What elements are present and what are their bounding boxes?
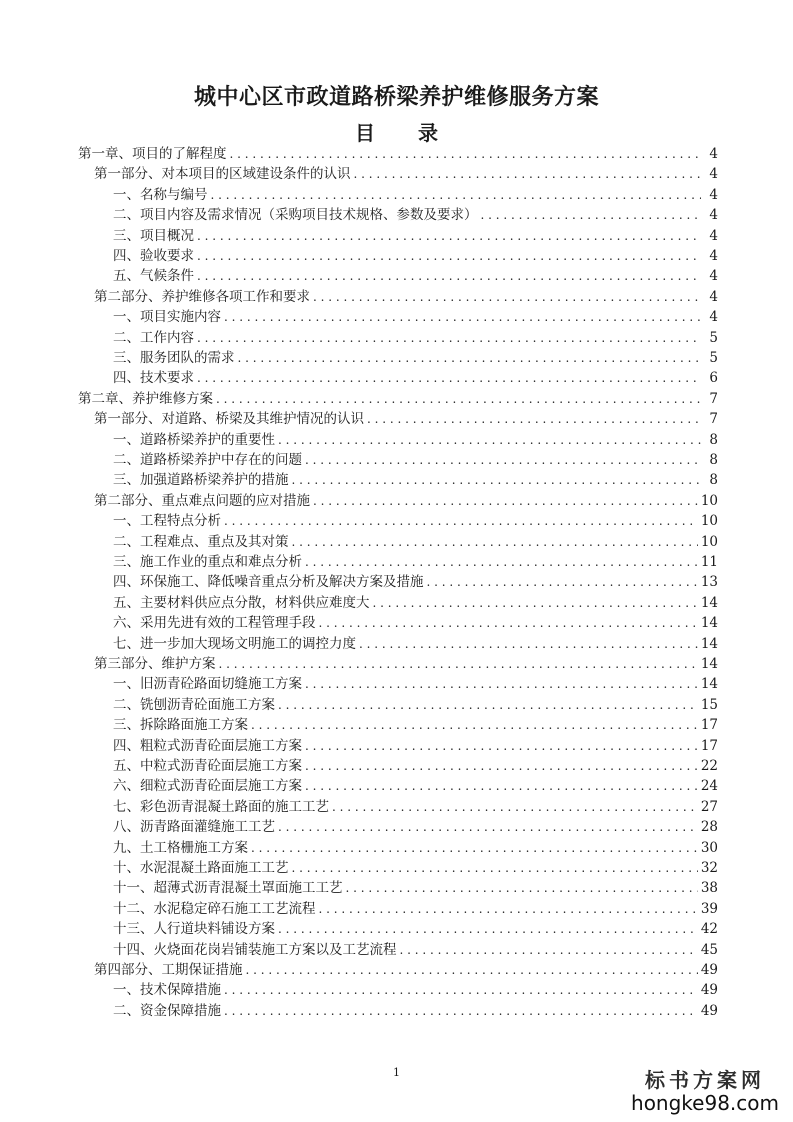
toc-entry-title: 十三、人行道块料铺设方案: [113, 921, 275, 938]
toc-entry-title: 五、气候条件: [113, 268, 194, 285]
toc-entry[interactable]: [0, 450, 718, 470]
toc-dot-leader: [313, 491, 698, 511]
toc-entry-title: 九、土工格栅施工方案: [113, 839, 248, 856]
toc-entry-title: 一、项目实施内容: [113, 309, 221, 326]
toc-dot-leader: [197, 226, 701, 246]
toc-entry-page: 4: [709, 248, 718, 264]
toc-entry-title: 十、水泥混凝土路面施工工艺: [113, 860, 289, 876]
toc-entry-page: 27: [700, 798, 718, 815]
toc-entry-page: 11: [700, 554, 718, 570]
toc-entry-title: 一、旧沥青砼路面切缝施工方案: [113, 676, 302, 693]
toc-entry-page: 13: [700, 574, 718, 591]
toc-entry-page: 8: [709, 452, 718, 468]
toc-entry[interactable]: [0, 348, 718, 368]
toc-entry[interactable]: [0, 164, 718, 184]
toc-entry-title: 三、施工作业的重点和难点分析: [113, 554, 302, 570]
toc-entry[interactable]: [0, 797, 718, 817]
toc-dot-leader: [224, 1001, 698, 1021]
toc-entry-page: 45: [700, 941, 718, 958]
toc-entry-title: 一、名称与编号: [113, 186, 208, 203]
toc-entry[interactable]: [0, 226, 718, 246]
toc-entry[interactable]: [0, 1001, 718, 1021]
toc-entry-title: 第二部分、养护维修各项工作和要求: [94, 288, 310, 305]
toc-entry-page: 5: [709, 350, 718, 366]
toc-entry-page: 14: [700, 656, 718, 672]
toc-entry-page: 39: [700, 900, 718, 917]
toc-dot-leader: [305, 674, 698, 694]
toc-entry-page: 4: [709, 309, 718, 326]
toc-entry-page: 17: [700, 717, 718, 734]
toc-dot-leader: [197, 368, 701, 388]
toc-dot-leader: [251, 838, 698, 858]
toc-entry-page: 4: [709, 288, 718, 305]
toc-dot-leader: [197, 246, 701, 266]
toc-dot-leader: [305, 756, 698, 776]
toc-dot-leader: [400, 940, 698, 960]
toc-dot-leader: [313, 287, 701, 307]
toc-entry[interactable]: [0, 756, 718, 776]
toc-entry-page: 4: [709, 227, 718, 244]
toc-entry[interactable]: [0, 287, 718, 307]
toc-dot-leader: [354, 164, 702, 184]
toc-entry[interactable]: [0, 389, 718, 409]
toc-entry-title: 三、服务团队的需求: [113, 350, 235, 366]
toc-entry[interactable]: [0, 266, 718, 286]
toc-dot-leader: [224, 307, 701, 327]
toc-entry-title: 十四、火烧面花岗岩铺装施工方案以及工艺流程: [113, 941, 397, 958]
toc-entry-page: 49: [700, 1002, 718, 1019]
toc-dot-leader: [224, 511, 698, 531]
toc-dot-leader: [346, 878, 698, 898]
toc-entry-title: 十二、水泥稳定碎石施工工艺流程: [113, 900, 316, 917]
toc-entry-page: 14: [700, 594, 718, 611]
toc-dot-leader: [216, 389, 701, 409]
toc-entry-page: 15: [700, 696, 718, 713]
toc-entry-page: 42: [700, 921, 718, 938]
toc-dot-leader: [224, 980, 698, 1000]
toc-dot-leader: [481, 205, 702, 225]
toc-entry-title: 第四部分、工期保证措施: [94, 962, 243, 978]
toc-entry-title: 二、工作内容: [113, 329, 194, 346]
toc-entry-page: 4: [709, 268, 718, 285]
toc-entry-page: 8: [709, 472, 718, 489]
toc-entry-title: 四、技术要求: [113, 370, 194, 387]
toc-entry[interactable]: [0, 634, 718, 654]
toc-dot-leader: [278, 817, 698, 837]
toc-entry-page: 4: [709, 207, 718, 224]
document-title: 城中心区市政道路桥梁养护维修服务方案: [193, 85, 599, 110]
toc-entry[interactable]: [0, 695, 718, 715]
toc-dot-leader: [278, 430, 701, 450]
toc-entry-title: 第二部分、重点难点问题的应对措施: [94, 492, 310, 509]
toc-entry[interactable]: [0, 736, 718, 756]
toc-entry-page: 14: [700, 635, 718, 652]
toc-entry[interactable]: [0, 838, 718, 858]
toc-entry[interactable]: [0, 613, 718, 633]
toc-entry-page: 10: [700, 533, 718, 550]
toc-entry-page: 22: [700, 758, 718, 774]
toc-dot-leader: [246, 960, 698, 980]
watermark-url: hongke98.com: [631, 1091, 779, 1115]
toc-dot-leader: [197, 266, 701, 286]
toc-entry[interactable]: [0, 532, 718, 552]
toc-entry[interactable]: [0, 572, 718, 592]
toc-entry-title: 四、验收要求: [113, 248, 194, 264]
toc-entry-page: 30: [700, 839, 718, 856]
toc-dot-leader: [305, 776, 698, 796]
toc-entry-title: 二、道路桥梁养护中存在的问题: [113, 452, 302, 468]
toc-entry-title: 五、主要材料供应点分散，材料供应难度大: [113, 594, 370, 611]
toc-entry[interactable]: [0, 246, 718, 266]
toc-dot-leader: [197, 328, 701, 348]
toc-entry-title: 七、彩色沥青混凝土路面的施工工艺: [113, 798, 329, 815]
toc-dot-leader: [319, 899, 698, 919]
toc-entry-title: 八、沥青路面灌缝施工工艺: [113, 819, 275, 836]
toc-entry-page: 49: [700, 982, 718, 999]
toc-entry-title: 第一章、项目的了解程度: [78, 146, 227, 162]
toc-entry[interactable]: [0, 654, 718, 674]
toc-entry-title: 第三部分、维护方案: [94, 656, 216, 672]
toc-entry-title: 三、项目概况: [113, 227, 194, 244]
toc-entry[interactable]: [0, 552, 718, 572]
toc-entry-page: 4: [709, 186, 718, 203]
toc-dot-leader: [305, 450, 701, 470]
toc-entry[interactable]: [0, 817, 718, 837]
toc-entry-title: 二、项目内容及需求情况（采购项目技术规格、参数及要求）: [113, 207, 478, 224]
toc-dot-leader: [211, 185, 702, 205]
watermark-logo: [631, 1064, 779, 1115]
toc-entry[interactable]: [0, 205, 718, 225]
toc-dot-leader: [292, 858, 698, 878]
toc-entry[interactable]: [0, 430, 718, 450]
toc-dot-leader: [230, 144, 702, 164]
toc-dot-leader: [373, 593, 698, 613]
toc-entry-title: 二、铣刨沥青砼面施工方案: [113, 696, 275, 713]
toc-entry-page: 32: [700, 860, 718, 876]
toc-entry-title: 十一、超薄式沥青混凝土罩面施工工艺: [113, 880, 343, 897]
toc-dot-leader: [251, 715, 698, 735]
toc-entry[interactable]: [0, 919, 718, 939]
toc-entry[interactable]: [0, 776, 718, 796]
toc-entry[interactable]: [0, 715, 718, 735]
toc-entry-page: 8: [709, 431, 718, 448]
watermark-name: 标书方案网: [645, 1068, 765, 1092]
toc-entry-page: 24: [700, 778, 718, 795]
toc-entry-title: 一、技术保障措施: [113, 982, 221, 999]
toc-entry-page: 14: [700, 615, 718, 632]
toc-entry-page: 6: [709, 370, 718, 387]
toc-entry-title: 第一部分、对本项目的区域建设条件的认识: [94, 166, 351, 183]
toc-entry[interactable]: [0, 491, 718, 511]
toc-dot-leader: [367, 409, 701, 429]
toc-entry[interactable]: [0, 328, 718, 348]
toc-entry-page: 4: [709, 166, 718, 183]
toc-entry[interactable]: [0, 858, 718, 878]
toc-dot-leader: [238, 348, 702, 368]
toc-entry[interactable]: [0, 409, 718, 429]
toc-entry-page: 5: [709, 329, 718, 346]
toc-entry-title: 第二章、养护维修方案: [78, 390, 213, 407]
toc-entry-title: 二、资金保障措施: [113, 1002, 221, 1019]
toc-entry-page: 10: [700, 513, 718, 530]
toc-entry[interactable]: [0, 307, 718, 327]
toc-dot-leader: [292, 532, 698, 552]
toc-entry[interactable]: [0, 980, 718, 1000]
toc-dot-leader: [219, 654, 698, 674]
toc-entry-title: 一、工程特点分析: [113, 513, 221, 530]
toc-entry-title: 七、进一步加大现场文明施工的调控力度: [113, 635, 356, 652]
toc-dot-leader: [332, 797, 698, 817]
toc-entry-page: 49: [700, 962, 718, 978]
toc-dot-leader: [319, 613, 698, 633]
toc-entry-page: 7: [709, 390, 718, 407]
page-number: 1: [393, 1066, 400, 1079]
toc-entry-title: 二、工程难点、重点及其对策: [113, 533, 289, 550]
toc-entry-title: 一、道路桥梁养护的重要性: [113, 431, 275, 448]
toc-entry[interactable]: [0, 940, 718, 960]
toc-dot-leader: [427, 572, 698, 592]
toc-entry[interactable]: [0, 185, 718, 205]
toc-entry-page: 28: [700, 819, 718, 836]
toc-entry-title: 第一部分、对道路、桥梁及其维护情况的认识: [94, 411, 364, 428]
toc-entry[interactable]: [0, 878, 718, 898]
toc-entry-page: 14: [700, 676, 718, 693]
toc-entry-title: 五、中粒式沥青砼面层施工方案: [113, 758, 302, 774]
toc-entry[interactable]: [0, 511, 718, 531]
toc-entry-title: 六、细粒式沥青砼面层施工方案: [113, 778, 302, 795]
toc-entry[interactable]: [0, 144, 718, 164]
toc-entry-title: 三、加强道路桥梁养护的措施: [113, 472, 289, 489]
toc-entry-page: 38: [700, 880, 718, 897]
toc-heading: 目 录: [355, 121, 456, 145]
toc-dot-leader: [292, 470, 702, 490]
toc-entry-page: 10: [700, 492, 718, 509]
toc-entry-title: 六、采用先进有效的工程管理手段: [113, 615, 316, 632]
toc-entry[interactable]: [0, 470, 718, 490]
toc-entry-page: 4: [709, 146, 718, 162]
toc-dot-leader: [278, 919, 698, 939]
toc-entry-title: 四、环保施工、降低噪音重点分析及解决方案及措施: [113, 574, 424, 591]
toc-dot-leader: [359, 634, 698, 654]
toc-dot-leader: [278, 695, 698, 715]
toc-dot-leader: [305, 552, 698, 572]
toc-entry[interactable]: [0, 960, 718, 980]
toc-entry[interactable]: [0, 899, 718, 919]
toc-entry[interactable]: [0, 674, 718, 694]
toc-entry[interactable]: [0, 368, 718, 388]
toc-entry-title: 四、粗粒式沥青砼面层施工方案: [113, 737, 302, 754]
toc-entry[interactable]: [0, 593, 718, 613]
toc-entry-page: 17: [700, 737, 718, 754]
toc-dot-leader: [305, 736, 698, 756]
toc-entry-page: 7: [709, 411, 718, 428]
toc-entry-title: 三、拆除路面施工方案: [113, 717, 248, 734]
